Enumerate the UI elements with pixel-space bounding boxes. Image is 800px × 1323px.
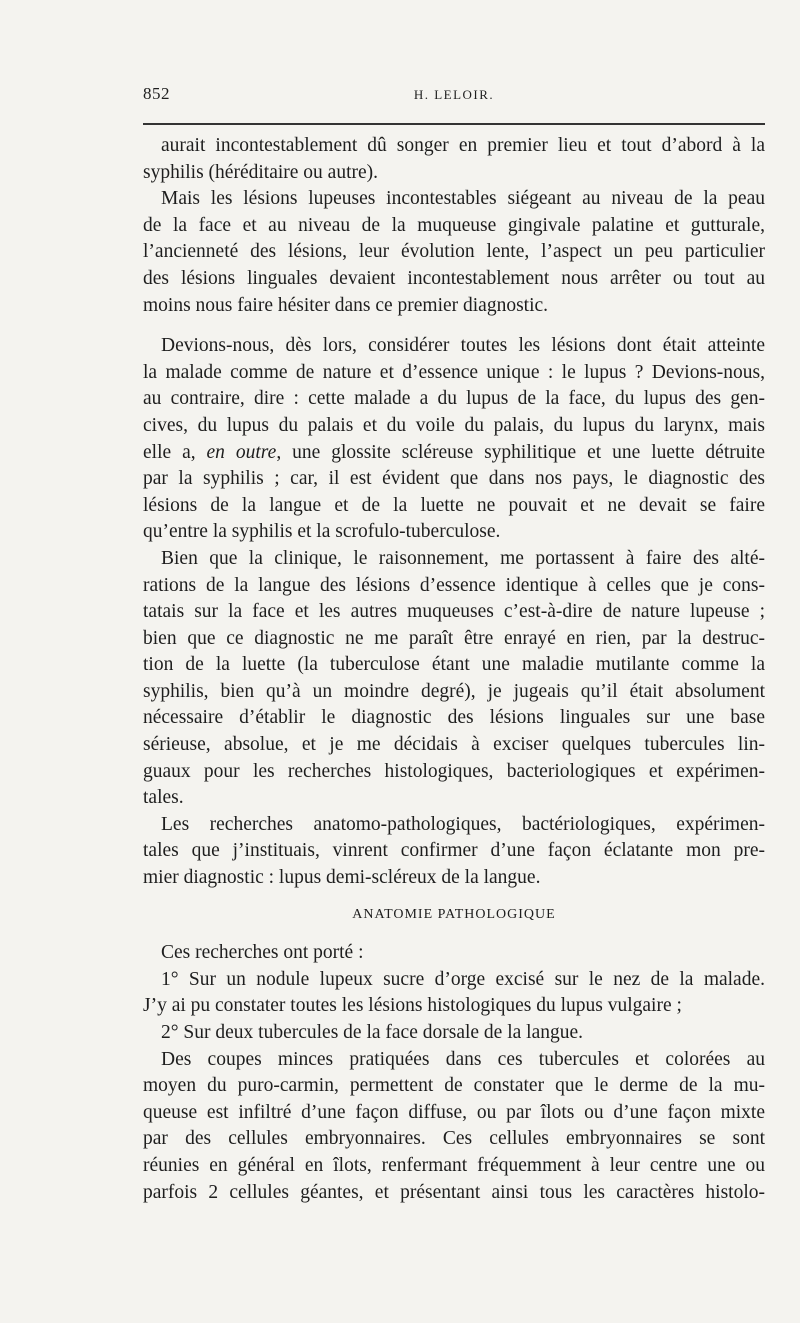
- text-line: syphilis, bien qu’à un moindre degré), je jugeais qu’il était absolument: [143, 680, 765, 702]
- italic-phrase: en outre: [206, 441, 277, 463]
- text-line: rations de la langue des lésions d’essence identique à celles que je cons-: [143, 574, 765, 596]
- text-line: mier diagnostic : lupus demi-scléreux de la langue.: [143, 867, 541, 889]
- paragraph: [143, 812, 765, 892]
- text-line: la malade comme de nature et d’essence unique : le lupus ? Devions-nous,: [143, 361, 765, 383]
- paragraph: [143, 333, 765, 546]
- text-line: tales.: [143, 787, 184, 809]
- body-text: [143, 133, 765, 1206]
- text-line: tion de la luette (la tuberculose étant une maladie mutilante comme la: [143, 654, 765, 676]
- text-line: Ces recherches ont porté :: [161, 942, 364, 964]
- text-line: Mais les lésions lupeuses incontestables siégeant au niveau de la peau: [161, 188, 765, 210]
- paragraph: [143, 546, 765, 812]
- text-line: Bien que la clinique, le raisonnement, me portassent à faire des alté-: [161, 547, 765, 569]
- text-line: moins nous faire hésiter dans ce premier diagnostic.: [143, 294, 549, 316]
- paragraph: [143, 186, 765, 319]
- text-line: par des cellules embryonnaires. Ces cellules embryonnaires se sont: [143, 1128, 765, 1150]
- text-line: au contraire, dire : cette malade a du lupus de la face, du lupus des gen-: [143, 388, 765, 410]
- text-line: tatais sur la face et les autres muqueuses c’est-à-dire de nature lupeuse ;: [143, 601, 765, 623]
- header-rule: [143, 123, 765, 125]
- page-number: 852: [143, 84, 170, 103]
- text-line: réunies en général en îlots, renfermant fréquemment à leur centre une ou: [143, 1154, 765, 1176]
- text-line: par la syphilis ; car, il est évident que dans nos pays, le diagnostic des: [143, 468, 765, 490]
- text-line: syphilis (héréditaire ou autre).: [143, 161, 378, 183]
- text-line: queuse est infiltré d’une façon diffuse, ou par îlots ou d’une façon mixte: [143, 1101, 765, 1123]
- text-line: aurait incontestablement dû songer en premier lieu et tout d’abord à la: [161, 135, 765, 156]
- text-line: lésions de la langue et de la luette ne pouvait et ne devait se faire: [143, 494, 765, 516]
- text-line: parfois 2 cellules géantes, et présentant ainsi tous les caractères histolo-: [143, 1181, 765, 1203]
- text-line: 1° Sur un nodule lupeux sucre d’orge excisé sur le nez de la malade.: [161, 968, 765, 990]
- text-line: J’y ai pu constater toutes les lésions histologiques du lupus vulgaire ;: [143, 995, 682, 1017]
- text-line: sérieuse, absolue, et je me décidais à exciser quelques tubercules lin-: [143, 734, 765, 756]
- text-line: nécessaire d’établir le diagnostic des lésions linguales sur une base: [143, 707, 765, 729]
- text-line: Devions-nous, dès lors, considérer toutes les lésions dont était atteinte: [161, 335, 765, 357]
- paragraph: [143, 967, 765, 1020]
- text-line: l’ancienneté des lésions, leur évolution lente, l’aspect un peu particulier: [143, 241, 765, 263]
- paragraph: [143, 133, 765, 186]
- text-line: de la face et au niveau de la muqueuse gingivale palatine et gutturale,: [143, 214, 765, 236]
- text-line: Les recherches anatomo-pathologiques, bactériologiques, expérimen-: [161, 813, 765, 835]
- text-line: 2° Sur deux tubercules de la face dorsale de la langue.: [161, 1022, 584, 1043]
- paragraph: [143, 1020, 765, 1047]
- paragraph: [143, 940, 765, 967]
- text-line: cives, du lupus du palais et du voile du palais, du lupus du larynx, mais: [143, 414, 765, 436]
- text-line: tales que j’instituais, vinrent confirmer d’une façon éclatante mon pre-: [143, 840, 765, 862]
- text-line: bien que ce diagnostic ne me paraît être enrayé en rien, par la destruc-: [143, 627, 765, 649]
- text-line: elle a, en outre, une glossite scléreuse syphilitique et une luette détruite: [143, 441, 765, 463]
- paragraph: [143, 1047, 765, 1207]
- section-title: ANATOMIE PATHOLOGIQUE: [352, 906, 556, 922]
- text-line: Des coupes minces pratiquées dans ces tubercules et colorées au: [161, 1048, 765, 1070]
- text-line: moyen du puro-carmin, permettent de constater que le derme de la mu-: [143, 1075, 765, 1097]
- running-title: H. LELOIR.: [413, 87, 495, 102]
- text-line: qu’entre la syphilis et la scrofulo-tuberculose.: [143, 521, 501, 543]
- text-line: des lésions linguales devaient incontestablement nous arrêter ou tout au: [143, 267, 765, 289]
- text-line: guaux pour les recherches histologiques, bacteriologiques et expérimen-: [143, 760, 765, 782]
